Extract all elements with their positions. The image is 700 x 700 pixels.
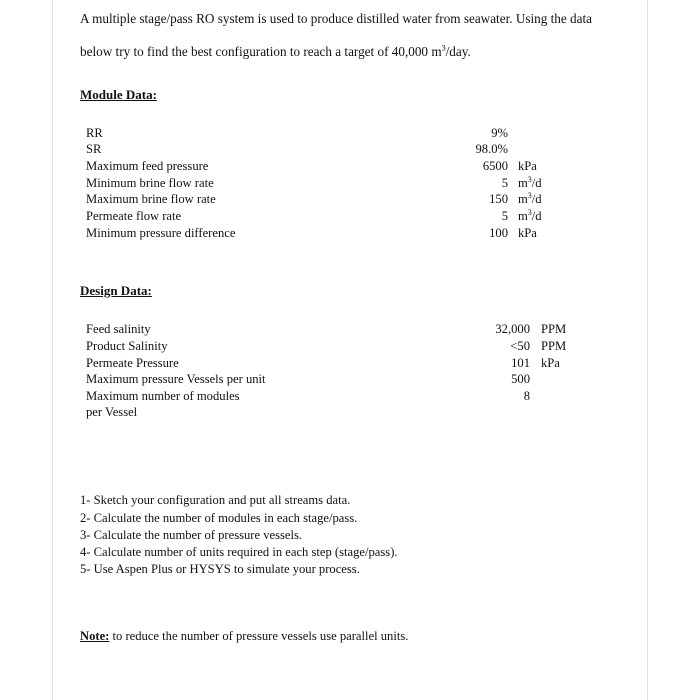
- module-row-value: 100: [489, 226, 508, 240]
- module-row-unit-base: kPa: [518, 159, 537, 173]
- module-row-label: Minimum pressure difference: [86, 226, 236, 240]
- module-row-value: 150: [489, 192, 508, 206]
- design-row-label: Maximum pressure Vessels per unit: [86, 372, 266, 386]
- module-row-unit-sup: 3: [527, 207, 532, 217]
- design-row-value: 101: [511, 356, 530, 370]
- module-row-unit-sup: 3: [527, 190, 532, 200]
- design-row-value: 500: [511, 372, 530, 386]
- module-row-unit: [518, 176, 542, 191]
- design-row-label: Feed salinity: [86, 322, 151, 336]
- design-row-value: 8: [523, 389, 530, 403]
- module-row-unit-base: m: [518, 209, 528, 223]
- module-row-label: Maximum brine flow rate: [86, 192, 216, 206]
- design-row-unit: PPM: [541, 339, 567, 353]
- task-item: 4- Calculate number of units required in each step (stage/pass).: [80, 545, 398, 559]
- design-row-label: Product Salinity: [86, 339, 168, 353]
- design-row-value: <50: [510, 339, 530, 353]
- note-label: Note:: [80, 629, 110, 643]
- intro-superscript: 3: [441, 43, 446, 53]
- page-border-left: [52, 0, 53, 700]
- design-row-unit: kPa: [541, 356, 560, 370]
- design-row-label: Permeate Pressure: [86, 356, 179, 370]
- task-item: 5- Use Aspen Plus or HYSYS to simulate your process.: [80, 562, 360, 576]
- intro-line-2: [80, 44, 471, 60]
- page-border-right: [647, 0, 648, 700]
- module-row-unit: [518, 192, 542, 207]
- module-row-label: Maximum feed pressure: [86, 159, 209, 173]
- note: [80, 629, 408, 644]
- module-row-unit-sup: 3: [527, 174, 532, 184]
- design-row-label: per Vessel: [86, 405, 138, 419]
- intro-line-2-tail: /day.: [445, 44, 471, 59]
- intro-line-2-text: below try to find the best configuration to reach a target of 40,000 m: [80, 44, 442, 59]
- module-row-unit-tail: /d: [531, 192, 542, 206]
- module-row-label: RR: [86, 126, 103, 140]
- module-row-unit-base: m: [518, 192, 528, 206]
- module-row-unit-tail: /d: [531, 176, 542, 190]
- module-row-label: Minimum brine flow rate: [86, 176, 214, 190]
- design-data-heading: Design Data:: [80, 283, 152, 298]
- module-data-heading: Module Data:: [80, 87, 157, 102]
- module-row-unit-tail: /d: [531, 209, 542, 223]
- module-row-unit: [518, 209, 542, 224]
- module-row-value: 98.0%: [475, 142, 508, 156]
- module-row-label: SR: [86, 142, 102, 156]
- intro-line-1: A multiple stage/pass RO system is used to produce distilled water from seawater. Using the data: [80, 11, 593, 26]
- task-item: 2- Calculate the number of modules in each stage/pass.: [80, 511, 358, 525]
- module-row-value: 5: [501, 209, 508, 223]
- module-row-unit: [518, 159, 537, 174]
- design-row-label: Maximum number of modules: [86, 389, 240, 403]
- module-row-unit-base: kPa: [518, 226, 537, 240]
- note-text: to reduce the number of pressure vessels use parallel units.: [109, 629, 409, 643]
- module-row-value: 5: [501, 176, 508, 190]
- module-row-value: 9%: [491, 126, 508, 140]
- module-row-unit-base: m: [518, 176, 528, 190]
- module-row-unit: [518, 226, 537, 241]
- module-row-value: 6500: [482, 159, 508, 173]
- design-row-value: 32,000: [495, 322, 530, 336]
- task-item: 3- Calculate the number of pressure vessels.: [80, 528, 303, 542]
- module-row-label: Permeate flow rate: [86, 209, 182, 223]
- design-row-unit: PPM: [541, 322, 567, 336]
- task-item: 1- Sketch your configuration and put all streams data.: [80, 493, 351, 507]
